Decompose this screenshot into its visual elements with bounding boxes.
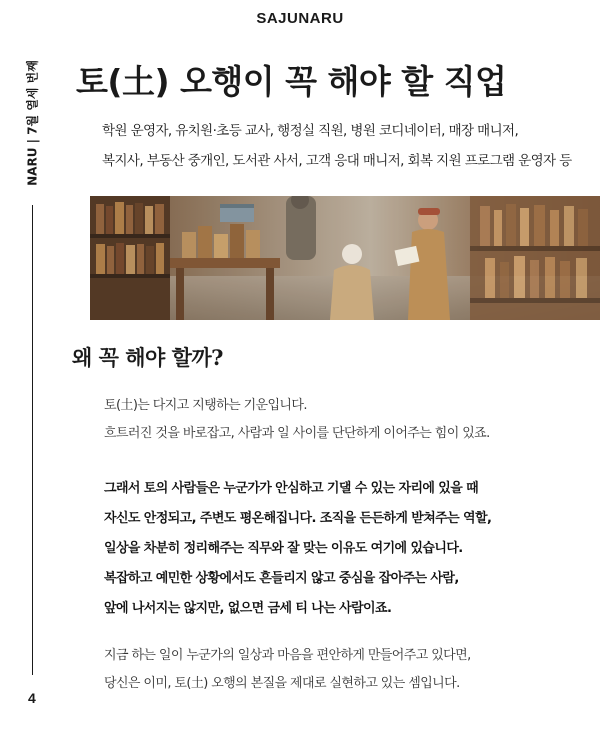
closing-paragraph (104, 642, 584, 698)
paragraph-line: 자신도 안정되고, 주변도 평온해집니다. 조직을 든든하게 받쳐주는 역할, (104, 511, 492, 526)
side-divider (32, 205, 33, 675)
page-number: 4 (28, 690, 36, 706)
emphasis-paragraph (104, 474, 584, 624)
library-illustration (90, 196, 600, 320)
paragraph-line: 앞에 나서지는 않지만, 없으면 금세 티 나는 사람이죠. (104, 601, 392, 616)
brand-header: SAJUNARU (256, 10, 344, 27)
paragraph-line: 그래서 토의 사람들은 누군가가 안심하고 기댈 수 있는 자리에 있을 때 (104, 481, 479, 496)
job-list-line: 학원 운영자, 유치원·초등 교사, 행정실 직원, 병원 코디네이터, 매장 매니저, (102, 123, 519, 139)
library-scene-image (90, 196, 600, 320)
paragraph-line: 토(土)는 다지고 지탱하는 기운입니다. (104, 398, 307, 413)
paragraph-line: 지금 하는 일이 누군가의 일상과 마음을 편안하게 만들어주고 있다면, (104, 648, 471, 663)
paragraph-line: 흐트러진 것을 바로잡고, 사람과 일 사이를 단단하게 이어주는 힘이 있죠. (104, 426, 490, 441)
paragraph-line: 일상을 차분히 정리해주는 직무와 잘 맞는 이유도 여기에 있습니다. (104, 541, 463, 556)
paragraph-line: 당신은 이미, 토(土) 오행의 본질을 제대로 실현하고 있는 셈입니다. (104, 676, 460, 691)
intro-paragraph (104, 392, 584, 448)
job-list-line: 복지사, 부동산 중개인, 도서관 사서, 고객 응대 매니저, 회복 지원 프로그램 운영자 등 (102, 153, 572, 169)
page-title: 토(土) 오행이 꼭 해야 할 직업 (76, 62, 507, 101)
section-subtitle: 왜 꼭 해야 할까? (72, 345, 223, 370)
paragraph-line: 복잡하고 예민한 상황에서도 흔들리지 않고 중심을 잡아주는 사람, (104, 571, 459, 586)
side-issue-text: NARU | 7월 열세 번째 (25, 60, 40, 186)
side-issue-label (22, 58, 42, 188)
job-list (102, 116, 592, 176)
